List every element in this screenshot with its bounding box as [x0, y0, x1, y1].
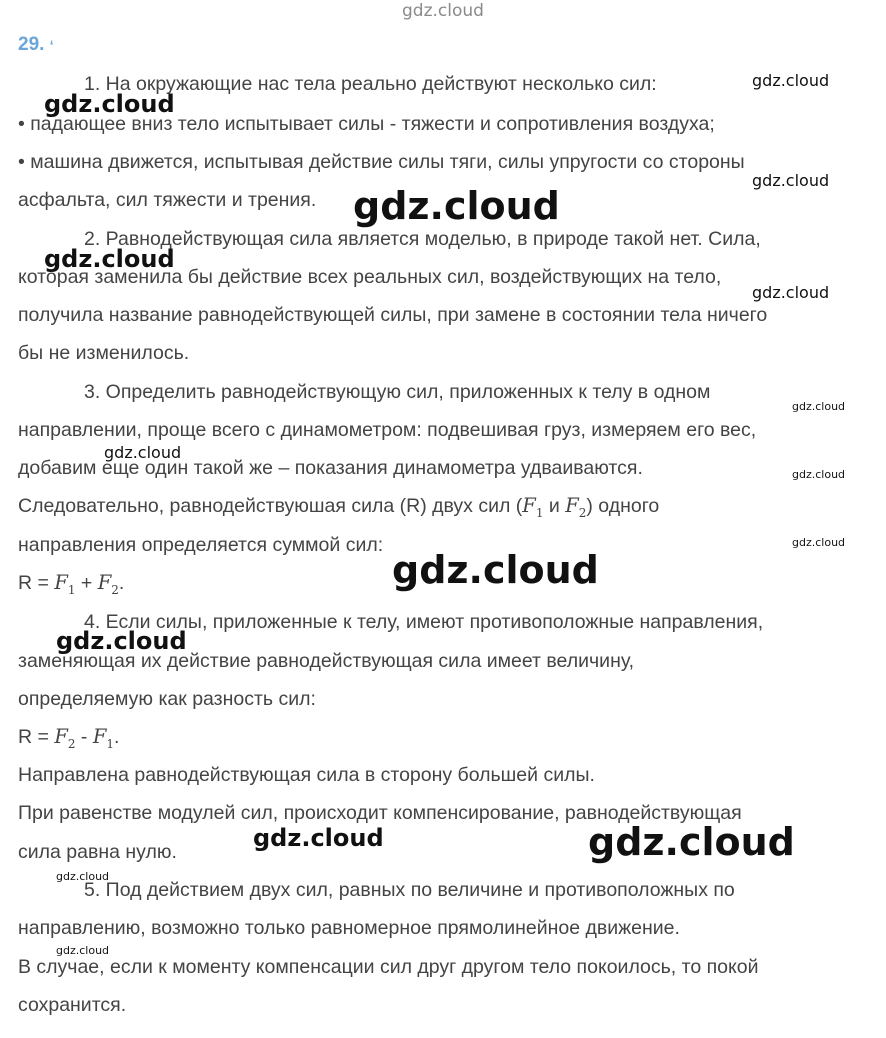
- paragraph-1-line-2: • падающее вниз тело испытывает силы - тяжести и сопротивления воздуха;: [18, 113, 715, 135]
- formula-f2: [97, 571, 119, 597]
- paragraph-5-line-3: В случае, если к моменту компенсации сил друг другом тело покоилось, то покой: [18, 956, 759, 978]
- text-segment: R =: [18, 572, 55, 594]
- symbol-f: F: [92, 725, 107, 748]
- paragraph-3-line-2: направлении, проще всего с динамометром: подвешивая груз, измеряем его вес,: [18, 419, 757, 441]
- paragraph-1-line-3: • машина движется, испытывая действие силы тяги, силы упругости со стороны: [18, 151, 745, 173]
- symbol-f: F: [97, 571, 112, 594]
- text-segment: и: [543, 495, 566, 517]
- exercise-number: [18, 34, 54, 56]
- text-segment: ) одного: [586, 495, 660, 517]
- paragraph-4-line-7: сила равна нулю.: [18, 841, 177, 863]
- paragraph-4-line-2: заменяющая их действие равнодействующая сила имеет величину,: [18, 650, 635, 672]
- subscript-2: 2: [578, 505, 587, 520]
- watermark: gdz.cloud: [792, 536, 846, 549]
- paragraph-5-line-2: направлению, возможно только равномерное прямолинейное движение.: [18, 917, 680, 939]
- watermark: gdz.cloud: [56, 627, 187, 655]
- formula-f2: [565, 494, 587, 520]
- paragraph-4-line-1: 4. Если силы, приложенные к телу, имеют противоположные направления,: [84, 611, 764, 633]
- exercise-marker: ʻ: [49, 37, 54, 53]
- subscript-2: 2: [67, 736, 76, 751]
- watermark: gdz.cloud: [752, 283, 830, 302]
- formula-sum: [18, 571, 124, 602]
- text-segment: R =: [18, 726, 55, 748]
- text-segment: .: [118, 572, 125, 594]
- paragraph-3-line-1: 3. Определить равнодействующую сил, приложенных к телу в одном: [84, 381, 711, 403]
- symbol-f: F: [565, 494, 579, 517]
- formula-f1: [92, 725, 114, 751]
- watermark: gdz.cloud: [392, 548, 599, 592]
- watermark: gdz.cloud: [104, 443, 182, 462]
- watermark: gdz.cloud: [353, 184, 560, 228]
- paragraph-5-line-4: сохранится.: [18, 994, 127, 1016]
- paragraph-3-line-4: [18, 494, 659, 525]
- paragraph-2-line-4: бы не изменилось.: [18, 342, 190, 364]
- text-segment: .: [114, 726, 120, 748]
- subscript-1: 1: [106, 736, 114, 751]
- watermark: gdz.cloud: [56, 944, 110, 957]
- watermark: gdz.cloud: [253, 824, 384, 852]
- paragraph-2-line-2: которая заменила бы действие всех реальных сил, воздействующих на тело,: [18, 266, 722, 288]
- paragraph-3-line-3: добавим еще один такой же – показания динамометра удваиваются.: [18, 457, 643, 479]
- symbol-f: F: [54, 725, 68, 748]
- paragraph-2-line-1: 2. Равнодействующая сила является моделью, в природе такой нет. Сила,: [84, 228, 761, 250]
- formula-f1: [54, 571, 76, 597]
- paragraph-4-line-3: определяемую как разность сил:: [18, 688, 316, 710]
- paragraph-1-line-1: 1. На окружающие нас тела реально действуют несколько сил:: [84, 73, 657, 95]
- symbol-f: F: [54, 571, 68, 594]
- watermark: gdz.cloud: [588, 820, 795, 864]
- watermark: gdz.cloud: [44, 245, 175, 273]
- watermark: gdz.cloud: [44, 90, 175, 118]
- paragraph-4-line-5: Направлена равнодействующая сила в сторону большей силы.: [18, 764, 595, 786]
- watermark: gdz.cloud: [792, 468, 846, 481]
- subscript-1: 1: [67, 582, 76, 597]
- paragraph-2-line-3: получила название равнодействующей силы, при замене в состоянии тела ничего: [18, 304, 768, 326]
- subscript-1: 1: [535, 505, 544, 520]
- watermark: gdz.cloud: [752, 71, 830, 90]
- watermark: gdz.cloud: [752, 171, 830, 190]
- symbol-f: F: [522, 494, 536, 517]
- exercise-number-text: 29.: [18, 34, 45, 55]
- header-watermark: gdz.cloud: [402, 1, 484, 21]
- watermark: gdz.cloud: [56, 870, 110, 883]
- text-segment: +: [75, 572, 98, 594]
- paragraph-5-line-1: 5. Под действием двух сил, равных по величине и противоположных по: [84, 879, 735, 901]
- text-segment: -: [75, 726, 93, 748]
- text-segment: Следовательно, равнодействуюшая сила (R) двух сил (: [18, 495, 523, 517]
- formula-difference: [18, 725, 119, 756]
- formula-f2: [54, 725, 76, 751]
- paragraph-1-line-4: асфальта, сил тяжести и трения.: [18, 189, 317, 211]
- subscript-2: 2: [111, 582, 119, 597]
- paragraph-3-line-5: направления определяется суммой сил:: [18, 534, 384, 556]
- watermark: gdz.cloud: [792, 400, 846, 413]
- formula-f1: [522, 494, 544, 520]
- paragraph-4-line-6: При равенстве модулей сил, происходит компенсирование, равнодействующая: [18, 802, 742, 824]
